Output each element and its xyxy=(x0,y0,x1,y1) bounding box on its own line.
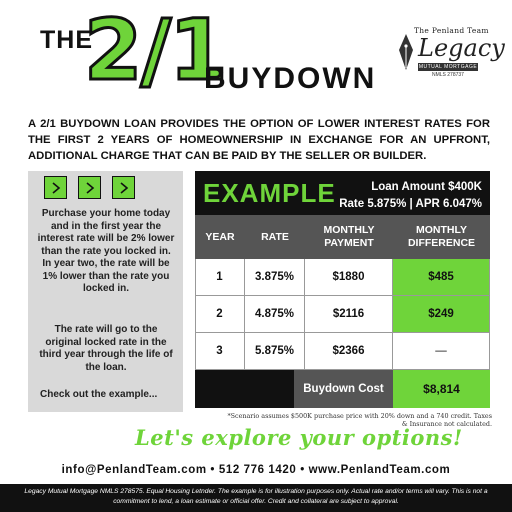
arrow-row xyxy=(44,176,135,199)
chevron-right-icon xyxy=(112,176,135,199)
example-title: EXAMPLE xyxy=(203,178,336,208)
loan-rate: Rate 5.875% | APR 6.047% xyxy=(339,198,482,210)
table-cell-payment: $2116 xyxy=(305,296,393,333)
table-cell-difference: — xyxy=(393,333,490,370)
title-the: THE xyxy=(40,26,93,54)
table-cell-year: 2 xyxy=(195,296,245,333)
table-cell-rate: 3.875% xyxy=(245,259,305,296)
chevron-right-icon xyxy=(78,176,101,199)
explore-options-tagline: Let's explore your options! xyxy=(135,425,463,450)
table-border xyxy=(195,259,196,370)
panel-paragraph-3: Check out the example... xyxy=(40,389,158,400)
table-cell-rate: 5.875% xyxy=(245,333,305,370)
table-cell-year: 3 xyxy=(195,333,245,370)
column-header-payment: MONTHLY PAYMENT xyxy=(305,215,393,259)
logo-nmls: NMLS 278737 xyxy=(432,72,464,78)
panel-paragraph-2: The rate will go to the original locked rate in the third year through the life of the loan. xyxy=(39,324,173,373)
column-header-difference: MONTHLY DIFFERENCE xyxy=(393,215,490,259)
title-buydown: BUYDOWN xyxy=(204,62,377,95)
table-cell-payment: $2366 xyxy=(305,333,393,370)
title-two-one: 2/1 xyxy=(84,1,226,99)
buydown-cost-value: $8,814 xyxy=(393,370,490,408)
table-cell-difference: $485 xyxy=(393,259,490,296)
column-header-rate: RATE xyxy=(245,215,305,259)
table-cell-difference: $249 xyxy=(393,296,490,333)
intro-text: A 2/1 BUYDOWN LOAN PROVIDES THE OPTION OF LOWER INTEREST RATES FOR THE FIRST 2 YEARS OF HOMEOWNERSHIP IN EXCHANGE FOR AN UPFRONT, ADDITIONAL CHARGE THAT CAN BE PAID BY THE SELLER OR BUILDER. xyxy=(28,118,490,162)
panel-paragraph-1: Purchase your home today and in the first year the interest rate will be 2% lower than the rate you locked in. In year two, the rate will be 1% lower than the rate you locked in. xyxy=(37,208,175,294)
disclaimer-footer: Legacy Mutual Mortgage NMLS 278575. Equal Housing Letnder. The example is for illustration purposes only. Actual rate and/or terms will vary. This is not a commitment to lend, a loan estimate or official offer. Credit and collateral are subject to approval. xyxy=(0,484,512,512)
buydown-cost-label: Buydown Cost xyxy=(294,370,393,408)
info-panel xyxy=(28,171,183,412)
logo-team-name: The Penland Team xyxy=(414,26,489,35)
table-cell-year: 1 xyxy=(195,259,245,296)
scenario-note: *Scenario assumes $500K purchase price with 20% down and a 740 credit. Taxes & Insurance not calculated. xyxy=(227,412,492,428)
chevron-right-icon xyxy=(44,176,67,199)
pen-nib-icon xyxy=(396,32,416,72)
loan-amount: Loan Amount $400K xyxy=(371,181,482,193)
table-cell-rate: 4.875% xyxy=(245,296,305,333)
table-footer-blank xyxy=(195,370,294,408)
example-header xyxy=(195,171,490,215)
logo-brand: Legacy xyxy=(418,34,505,62)
table-cell-payment: $1880 xyxy=(305,259,393,296)
contact-line: info@PenlandTeam.com • 512 776 1420 • www.PenlandTeam.com xyxy=(61,464,451,476)
column-header-year: YEAR xyxy=(195,215,245,259)
logo-subtitle: MUTUAL MORTGAGE xyxy=(418,64,478,70)
legacy-logo xyxy=(396,26,505,86)
example-table xyxy=(195,171,490,408)
